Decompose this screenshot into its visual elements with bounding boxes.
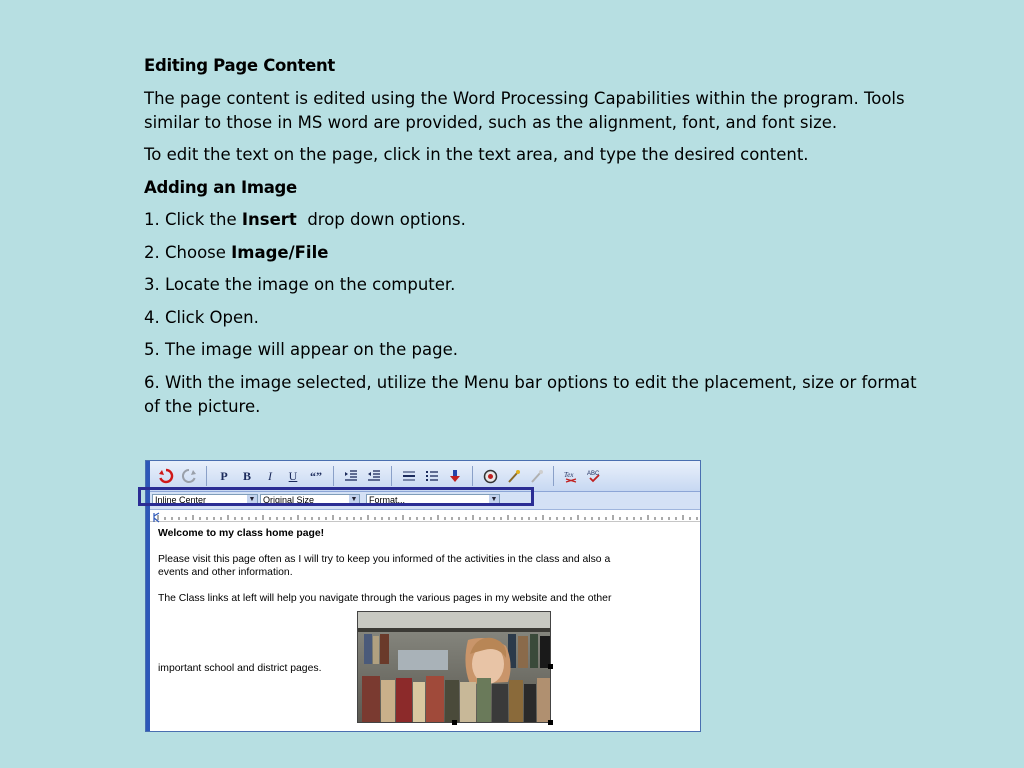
heading-editing-page-content: Editing Page Content [144,56,336,75]
instructions [144,54,934,427]
step-text: Click Open. [159,307,259,327]
step-number: 6. [144,372,160,392]
outdent-icon[interactable] [364,466,384,486]
step-1 [144,208,934,232]
content-line: Please visit this page often as I will try to keep you informed of the activities in the class and also a [158,554,611,565]
step-text: With the image selected, utilize the Menu bar options to edit the placement, size or format of the picture. [144,372,917,416]
format-select-value: Format... [369,495,406,505]
toolbar-separator [206,466,207,486]
content-paragraph-2: The Class links at left will help you navigate through the various pages in my website and the other [158,593,612,604]
paragraph-edit-tools: The page content is edited using the Word Processing Capabilities within the program. Tools similar to those in MS word are provided, such as the alignment, font, and font size. [144,88,905,132]
step-number: 4. [144,307,160,327]
undo-icon[interactable] [156,466,176,486]
step-text: The image will appear on the page. [159,340,458,359]
chevron-down-icon: ▼ [350,496,358,503]
underline-button[interactable]: U [288,468,298,483]
brush-icon[interactable] [503,466,523,486]
heading-adding-image: Adding an Image [144,177,297,197]
chevron-down-icon: ▼ [248,496,256,503]
editor-content-area[interactable] [158,527,700,618]
step-number: 2. [144,242,160,262]
resize-handle[interactable] [452,720,457,725]
welcome-heading: Welcome to my class home page! [158,528,325,539]
step-4 [144,306,934,330]
ruler [150,510,700,522]
resize-handle[interactable] [548,720,553,725]
content-paragraph-1 [158,553,700,579]
toolbar-separator [391,466,392,486]
content-line: events and other information. [158,567,293,578]
bold-button[interactable]: B [242,468,251,483]
anchor-down-icon[interactable] [445,466,465,486]
toolbar-separator [553,466,554,486]
quote-button[interactable]: “” [310,468,322,483]
tex-equation-icon[interactable] [561,466,581,486]
svg-text:ABC: ABC [587,471,600,477]
ruler-ticks [150,512,701,523]
image-file-keyword: Image/File [231,242,329,262]
brush-disabled-icon[interactable] [526,466,546,486]
indent-icon[interactable] [341,466,361,486]
resize-handle[interactable] [548,664,553,669]
step-text: drop down options. [296,210,466,229]
step-number: 3. [144,275,160,294]
format-bar-highlight-box [138,487,534,506]
step-6 [144,371,934,419]
italic-button[interactable]: I [268,468,272,483]
insert-keyword: Insert [241,210,297,229]
step-3 [144,273,934,297]
chevron-down-icon: ▼ [490,496,498,503]
svg-text:Tex: Tex [564,471,574,479]
content-paragraph-3: important school and district pages. [158,663,322,674]
step-text: Choose [159,242,232,262]
step-5 [144,338,934,362]
list-icon[interactable] [422,466,442,486]
redo-icon[interactable] [179,466,199,486]
globe-link-icon[interactable] [480,466,500,486]
size-select-value: Original Size [263,495,315,505]
inserted-student-photo[interactable] [357,611,551,723]
step-number: 5. [144,340,160,359]
alignment-select-value: Inline Center [155,495,207,505]
step-2 [144,241,934,265]
toolbar-separator [333,466,334,486]
step-text: Click the [159,210,242,229]
horizontal-rule-icon[interactable] [399,466,419,486]
paragraph-edit-text: To edit the text on the page, click in the text area, and type the desired content. [144,145,809,164]
spellcheck-icon[interactable] [584,466,604,486]
step-text: Locate the image on the computer. [159,275,456,294]
paragraph-button[interactable]: P [220,468,228,483]
toolbar-separator [472,466,473,486]
step-number: 1. [144,210,160,229]
photo-image [358,612,551,723]
